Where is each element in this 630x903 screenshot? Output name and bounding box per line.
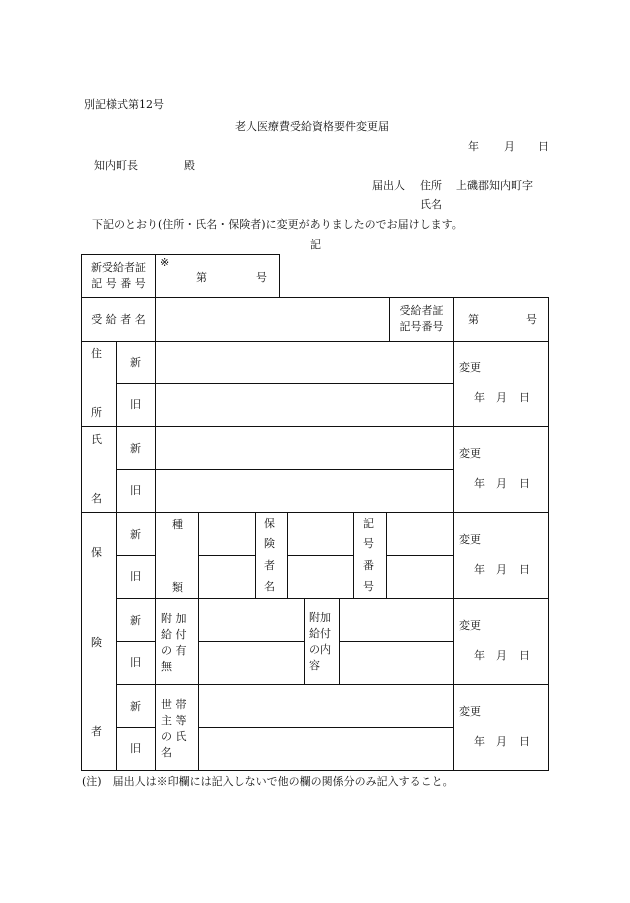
insurer-month: 月 [496,563,507,576]
new-cert-go: 号 [256,271,267,284]
insurer-group-char-2: 険 [91,636,102,649]
kind-char-1: 種 [172,518,183,531]
name-day: 日 [519,477,530,490]
benefit-presence-line-3: の 有 [161,644,187,657]
name-change-label: 変更 [459,447,481,460]
date-year-label: 年 [468,140,479,153]
name-year: 年 [474,477,485,490]
symbol-char-3: 番 [363,559,374,572]
insurer-name-char-2: 険 [264,537,275,550]
symbol-char-1: 記 [363,517,374,530]
address-char-2: 所 [91,406,102,419]
applicant-label: 届出人 [372,179,405,192]
name-label: 氏名 [420,198,442,211]
address-change-label: 変更 [459,361,481,374]
benefit-content-line-2: 給付 [309,627,331,640]
household-line-3: の 氏 [161,730,187,743]
insurer-name-char-1: 保 [264,517,275,530]
address-new-label: 新 [130,356,141,369]
address-char-1: 住 [91,347,102,360]
insurer-name-char-4: 名 [264,580,275,593]
cert-go: 号 [526,313,537,326]
household-line-2: 主 等 [161,714,187,727]
insurer-new-label: 新 [130,528,141,541]
insurer-group-char-1: 保 [91,546,102,559]
name-char-2: 名 [91,492,102,505]
benefit-old-label: 旧 [130,656,141,669]
name-month: 月 [496,477,507,490]
benefit-presence-line-4: 無 [161,660,172,673]
household-year: 年 [474,735,485,748]
benefit-year: 年 [474,649,485,662]
kind-char-2: 類 [172,581,183,594]
symbol-char-2: 号 [363,537,374,550]
benefit-presence-line-2: 給 付 [161,628,187,641]
household-day: 日 [519,735,530,748]
new-cert-dai: 第 [196,271,207,284]
benefit-content-line-3: の内 [309,643,331,656]
benefit-presence-line-1: 附 加 [161,612,187,625]
benefit-change-label: 変更 [459,619,481,632]
household-line-4: 名 [161,746,172,759]
addressee: 知内町長 [94,159,138,172]
benefit-content-line-4: 容 [309,659,320,672]
ki-label: 記 [310,238,321,251]
benefit-new-label: 新 [130,614,141,627]
household-change-label: 変更 [459,705,481,718]
note-mark: ※ [160,256,170,269]
insurer-group-char-3: 者 [91,725,102,738]
cert-label-line2: 記号番号 [399,320,444,333]
footer-note: (注) 届出人は※印欄には記入しないで他の欄の関係分のみ記入すること。 [82,775,454,788]
address-day: 日 [519,391,530,404]
insurer-day: 日 [519,563,530,576]
insurer-year: 年 [474,563,485,576]
date-day-label: 日 [538,140,549,153]
honorific: 殿 [184,159,195,172]
address-value: 上磯郡知内町字 [456,179,533,192]
benefit-day: 日 [519,649,530,662]
address-year: 年 [474,391,485,404]
name-old-label: 旧 [130,484,141,497]
insurer-change-label: 変更 [459,533,481,546]
household-line-1: 世 帯 [161,698,187,711]
new-cert-label-line2: 記 号 番 号 [91,277,146,290]
benefit-content-line-1: 附加 [309,611,331,624]
date-month-label: 月 [504,140,515,153]
household-old-label: 旧 [130,742,141,755]
recipient-name-label: 受 給 者 名 [91,313,146,326]
cert-dai: 第 [468,313,479,326]
name-char-1: 氏 [91,433,102,446]
insurer-old-label: 旧 [130,570,141,583]
name-new-label: 新 [130,442,141,455]
address-month: 月 [496,391,507,404]
form-number: 別記様式第12号 [84,98,164,111]
cert-label-line1: 受給者証 [399,304,444,317]
household-month: 月 [496,735,507,748]
address-old-label: 旧 [130,398,141,411]
symbol-char-4: 号 [363,580,374,593]
household-new-label: 新 [130,700,141,713]
statement: 下記のとおり(住所・氏名・保険者)に変更がありましたのでお届けします。 [92,218,463,231]
insurer-name-char-3: 者 [264,559,275,572]
benefit-month: 月 [496,649,507,662]
form-title: 老人医療費受給資格要件変更届 [235,120,389,133]
address-label: 住所 [420,179,442,192]
new-cert-label-line1: 新受給者証 [91,261,146,274]
